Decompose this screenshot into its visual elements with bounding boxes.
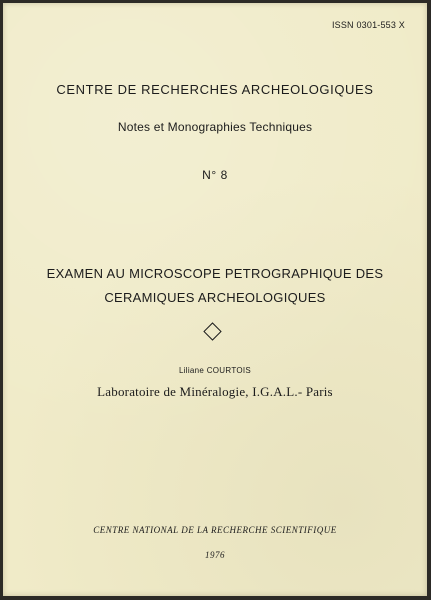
volume-number: N° 8 xyxy=(202,168,228,182)
publisher-name: CENTRE NATIONAL DE LA RECHERCHE SCIENTIFIQUE xyxy=(93,525,337,535)
book-cover xyxy=(3,3,427,596)
laboratory-affiliation: Laboratoire de Minéralogie, I.G.A.L.- Paris xyxy=(97,384,333,399)
author-name: Liliane COURTOIS xyxy=(178,366,252,375)
book-title-line-1: EXAMEN AU MICROSCOPE PETROGRAPHIQUE DES xyxy=(46,266,384,281)
series-title: Notes et Monographies Techniques xyxy=(117,120,313,134)
diamond-icon xyxy=(203,322,221,340)
book-title-line-2: CERAMIQUES ARCHEOLOGIQUES xyxy=(104,290,326,305)
publication-year: 1976 xyxy=(205,550,225,560)
research-centre-title: CENTRE DE RECHERCHES ARCHEOLOGIQUES xyxy=(56,82,374,97)
issn-number: ISSN 0301-553 X xyxy=(331,20,405,30)
